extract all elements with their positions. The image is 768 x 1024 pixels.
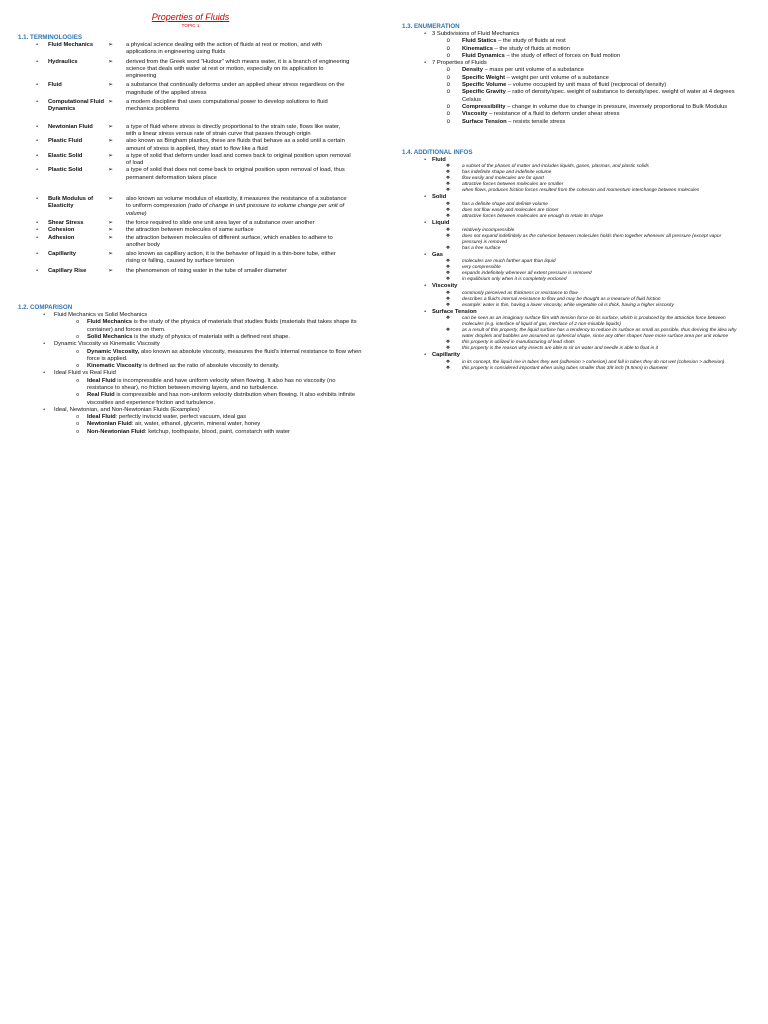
info-item-text: commonly perceived as thickness or resistance to flow: [462, 290, 578, 296]
bullet-icon: •: [36, 58, 38, 65]
term-definition: also known as Bingham plastics, these are fluids that behave as a solid until a certain amount of stress is applied, they start to flow like a fluid: [126, 138, 345, 152]
star-bullet-icon: ❖: [445, 366, 450, 372]
enumeration-group: [402, 31, 754, 38]
comparison-item-term: Dynamic Viscosity,: [87, 348, 140, 355]
star-bullet-icon: ❖: [445, 265, 450, 271]
bullet-icon: •: [424, 308, 426, 315]
comparison-item-desc: is incompressible and have uniform velocity when flowing. It also has no viscosity (no resistance to shear), no friction between moving layers, and no turbulence.: [87, 377, 336, 391]
enumeration-item-term: Surface Tension: [462, 118, 507, 125]
term-name: Plastic Fluid: [48, 138, 83, 145]
enumeration-item: [402, 75, 754, 82]
term-definition-note: (ratio of change in unit pressure to volume change per unit of volume): [126, 203, 345, 217]
comparison-item: [18, 349, 380, 364]
enumeration-item-desc: – ratio of density/spec. weight of substance to density/spec. weight of water at 4 degrees Celsius: [462, 89, 735, 103]
circle-bullet-icon: o: [76, 319, 79, 326]
info-item-text: relatively incompressible: [462, 227, 515, 233]
info-item: [402, 366, 754, 372]
comparison-item-text: [87, 334, 362, 341]
circle-bullet-icon: o: [446, 45, 450, 52]
enumeration-item-term: Fluid Statics: [462, 38, 497, 45]
info-item: [402, 316, 754, 328]
star-bullet-icon: ❖: [445, 182, 450, 188]
star-bullet-icon: ❖: [445, 245, 450, 251]
bullet-icon: •: [36, 152, 38, 159]
comparison-item-term: Ideal Fluid: [87, 377, 116, 384]
arrow-bullet-icon: ➢: [108, 123, 114, 130]
circle-bullet-icon: o: [446, 111, 450, 118]
bullet-icon: •: [43, 370, 45, 377]
term-row: [18, 167, 380, 182]
comparison-group-label: Fluid Mechanics vs Solid Mechanics: [54, 312, 148, 319]
info-item-text: does not flow easily and molecules are closer: [462, 208, 559, 214]
circle-bullet-icon: o: [76, 414, 79, 421]
info-group-label: Solid: [432, 194, 447, 201]
bullet-icon: •: [36, 219, 38, 226]
bullet-icon: •: [36, 251, 38, 258]
bullet-icon: •: [424, 31, 426, 37]
comparison-group: [18, 341, 380, 348]
comparison-item-term: Ideal Fluid: [87, 414, 116, 421]
section-heading-enumeration: 1.3. ENUMERATION: [402, 23, 460, 30]
info-group: [402, 352, 754, 360]
comparison-group-label: Dynamic Viscosity vs Kinematic Viscosity: [54, 341, 160, 348]
info-group: [402, 283, 754, 291]
enumeration-item-term: Kinematics: [462, 45, 493, 52]
info-item: [402, 328, 754, 340]
term-row: [18, 138, 380, 153]
arrow-bullet-icon: ➢: [108, 251, 114, 258]
section-heading-comparison: 1.2. COMPARISON: [18, 304, 73, 312]
enumeration-item: [402, 104, 754, 111]
bullet-icon: •: [424, 60, 426, 67]
comparison-group-label: Ideal Fluid vs Real Fluid: [54, 370, 116, 377]
comparison-group: [18, 407, 380, 414]
additional-infos-list: [402, 157, 754, 372]
comparison-item-text: [87, 363, 362, 370]
info-item-text: example: water is thin, having a lower viscosity, while vegetable oil is thick, having a higher viscosity: [462, 302, 674, 308]
info-item-text: has a definite shape and definite volume: [462, 202, 548, 208]
enumeration-item: [402, 89, 754, 104]
comparison-item-desc: is the study of the physics of materials that studies fluids (materials that takes shape its container) and forces on them.: [87, 319, 357, 333]
enumeration-item-text: [462, 119, 747, 126]
star-bullet-icon: ❖: [445, 233, 450, 239]
info-item-text: very compressible: [462, 265, 501, 271]
info-item: [402, 246, 754, 252]
term-definition: derived from the Greek word “Hudour” which means water, it is a branch of engineering science that deals with water at rest or motion, especially on its application to engineering: [126, 58, 350, 80]
enumeration-item-term: Specific Weight: [462, 74, 506, 81]
info-item-text: this property is utilized in manufacturing of lead shots: [462, 340, 575, 346]
comparison-item: [18, 363, 380, 370]
comparison-list: [18, 312, 380, 436]
comparison-item: [18, 414, 380, 421]
term-name: Bulk Modulus of Elasticity: [48, 196, 94, 210]
term-definition: the phenomenon of rising water in the tube of smaller diameter: [126, 267, 287, 274]
info-item-text: attractive forces between molecules are smaller: [462, 182, 564, 188]
comparison-item-desc: also known as absolute viscosity, measures the fluid’s internal resistance to flow when force is applied.: [87, 348, 362, 362]
comparison-item: [18, 429, 380, 436]
star-bullet-icon: ❖: [445, 290, 450, 296]
info-item-text: a subset of the phases of matter and includes liquids, gases, plasmas, and plastic solids: [462, 164, 649, 170]
comparison-item: [18, 421, 380, 428]
enumeration-item-desc: – the study of fluids at rest: [496, 38, 566, 45]
info-item-text: this property is considered important when using tubes smaller than 3/8 inch (9.5mm) in diameter: [462, 366, 668, 372]
info-item-text: when flows, produces friction forces resulted from the cohesion and momentum interchange between molecules: [462, 188, 700, 194]
comparison-item-text: [87, 429, 362, 436]
circle-bullet-icon: o: [76, 428, 79, 435]
enumeration-item-text: [462, 53, 747, 60]
term-name: Adhesion: [48, 234, 75, 241]
star-bullet-icon: ❖: [445, 328, 450, 334]
left-column: [18, 12, 380, 436]
star-bullet-icon: ❖: [445, 208, 450, 214]
info-item-text: has a free surface: [462, 245, 501, 251]
info-item-text: this property is the reason why insects are able to sit on water and needle is able to float in it: [462, 346, 658, 352]
enumeration-item: [402, 53, 754, 60]
enumeration-item-desc: – resistance of a fluid to deform under shear stress: [487, 111, 620, 118]
bullet-icon: •: [36, 267, 38, 274]
term-row: [18, 153, 380, 168]
circle-bullet-icon: o: [76, 333, 79, 340]
enumeration-item: [402, 82, 754, 89]
term-row: [18, 124, 380, 139]
term-name: Shear Stress: [48, 219, 84, 226]
info-group-label: Gas: [432, 251, 443, 258]
enumeration-item-term: Specific Volume: [462, 82, 507, 89]
comparison-item: [18, 319, 380, 334]
bullet-icon: •: [36, 42, 38, 48]
info-item: [402, 188, 754, 194]
bullet-icon: •: [424, 220, 426, 227]
info-group-label: Surface Tension: [432, 308, 477, 315]
comparison-group: [18, 370, 380, 377]
info-item-text: expands indefinitely whenever all extent pressure is removed: [462, 271, 592, 277]
star-bullet-icon: ❖: [445, 214, 450, 220]
document-title: Properties of Fluids: [151, 12, 230, 22]
arrow-bullet-icon: ➢: [108, 152, 114, 159]
comparison-group-label: Ideal, Newtonian, and Non-Newtonian Fluids (Examples): [54, 406, 200, 413]
comparison-item-desc: : air, water, ethanol, glycerin, mineral water, honey: [131, 421, 261, 428]
arrow-bullet-icon: ➢: [108, 99, 114, 106]
circle-bullet-icon: o: [446, 74, 450, 81]
term-row: [18, 235, 380, 250]
info-item: [402, 214, 754, 220]
star-bullet-icon: ❖: [445, 202, 450, 208]
enumeration-item: [402, 111, 754, 118]
enumeration-item-desc: – volume occupied by unit mass of fluid (reciprocal of density): [506, 82, 667, 89]
info-item-text: in equilibrium only when it is completely enclosed: [462, 277, 567, 283]
term-name: Hydraulics: [48, 58, 78, 65]
info-item-text: flow easily and molecules are far apart: [462, 176, 544, 182]
enumeration-item-text: [462, 89, 747, 104]
enumeration-group: [402, 60, 754, 67]
term-name: Fluid: [48, 82, 62, 89]
comparison-item-term: Real Fluid: [87, 392, 115, 399]
enumeration-item: [402, 38, 754, 45]
comparison-item-term: Non-Newtonian Fluid: [87, 428, 145, 435]
enumeration-item-text: [462, 75, 747, 82]
comparison-item-term: Newtonian Fluid: [87, 421, 132, 428]
arrow-bullet-icon: ➢: [108, 58, 114, 65]
enumeration-item-desc: – the study of fluids at motion: [492, 45, 570, 52]
enumeration-item-term: Compressibility: [462, 103, 506, 110]
enumeration-item: [402, 46, 754, 53]
enumeration-group-label: 7 Properties of Fluids: [432, 60, 487, 67]
info-item-text: describes a fluid’s internal resistance to flow and may be thought as a measure of fluid friction: [462, 296, 661, 302]
star-bullet-icon: ❖: [445, 176, 450, 182]
enumeration-item-text: [462, 38, 747, 45]
term-name: Cohesion: [48, 227, 75, 234]
enumeration-item-text: [462, 46, 747, 53]
term-row: [18, 227, 380, 234]
bullet-icon: •: [424, 156, 426, 163]
arrow-bullet-icon: ➢: [108, 42, 114, 48]
term-definition: the attraction between molecules of different surface, which enables to adhere to another body: [126, 234, 333, 248]
star-bullet-icon: ❖: [445, 271, 450, 277]
enumeration-item-desc: – mass per unit volume of a substance: [482, 67, 584, 74]
star-bullet-icon: ❖: [445, 164, 450, 170]
star-bullet-icon: ❖: [445, 340, 450, 346]
comparison-item-text: [87, 319, 362, 334]
term-row: [18, 196, 380, 218]
info-group-label: Capillarity: [432, 352, 461, 359]
star-bullet-icon: ❖: [445, 188, 450, 194]
comparison-item-term: Solid Mechanics: [87, 333, 133, 340]
enumeration-item: [402, 119, 754, 126]
term-definition: the attraction between molecules of same surface: [126, 227, 254, 234]
star-bullet-icon: ❖: [445, 346, 450, 352]
term-definition: a type of solid that does not come back to original position upon removal of load, thus permanent deformation takes place: [126, 167, 345, 181]
circle-bullet-icon: o: [446, 89, 450, 96]
bullet-icon: •: [424, 352, 426, 359]
info-item: [402, 234, 754, 246]
comparison-item-desc: : perfectly inviscid water, perfect vacuum, ideal gas: [115, 414, 247, 421]
term-row: [18, 268, 380, 275]
info-group: [402, 252, 754, 260]
info-group: [402, 220, 754, 228]
enumeration-item-text: [462, 104, 747, 111]
bullet-icon: •: [43, 312, 45, 319]
star-bullet-icon: ❖: [445, 302, 450, 308]
section-heading-terminologies: 1.1. TERMINOLOGIES: [18, 34, 82, 41]
bullet-icon: •: [36, 99, 38, 106]
term-name: Capillarity: [48, 251, 77, 258]
circle-bullet-icon: o: [76, 421, 79, 428]
bullet-icon: •: [36, 227, 38, 234]
enumeration-item-term: Fluid Dynamics: [462, 52, 505, 59]
term-definition: a substance that continually deforms under an applied shear stress regardless on the magnitude of the applied stress: [126, 82, 345, 96]
term-definition: a physical science dealing with the action of fluids at rest or motion, and with applications in engineering using fluids: [126, 42, 322, 56]
circle-bullet-icon: o: [76, 392, 79, 399]
circle-bullet-icon: o: [446, 103, 450, 110]
comparison-item-text: [87, 421, 362, 428]
comparison-item-desc: is the study of physics of materials with a defined rest shape.: [132, 333, 290, 340]
circle-bullet-icon: o: [446, 82, 450, 89]
arrow-bullet-icon: ➢: [108, 267, 114, 274]
circle-bullet-icon: o: [76, 377, 79, 384]
comparison-item-desc: is defined as the ratio of absolute viscosity to density.: [141, 363, 280, 370]
enumeration-item-desc: – the study of effect of forces on fluid motion: [504, 52, 621, 59]
arrow-bullet-icon: ➢: [108, 227, 114, 234]
term-name: Plastic Solid: [48, 167, 83, 174]
right-column: [402, 22, 754, 372]
comparison-item-text: [87, 414, 362, 421]
star-bullet-icon: ❖: [445, 296, 450, 302]
info-group: [402, 194, 754, 202]
comparison-item-term: Kinematic Viscosity: [87, 363, 142, 370]
info-item-text: attractive forces between molecules are enough to retain its shape: [462, 214, 604, 220]
term-name: Fluid Mechanics: [48, 42, 94, 48]
bullet-icon: •: [424, 194, 426, 201]
star-bullet-icon: ❖: [445, 277, 450, 283]
info-item-text: as a result of this property, the liquid surface has a tendency to reduce its surface as small as possible, thus deriving the idea why water droplets and bubbles are assumed as spherical shape, since any other shapes have more surface area per unit volume: [462, 328, 737, 340]
bullet-icon: •: [36, 234, 38, 241]
comparison-item-text: [87, 392, 362, 407]
enumeration-item-term: Density: [462, 67, 483, 74]
circle-bullet-icon: o: [76, 348, 79, 355]
enumeration-item-text: [462, 82, 747, 89]
terminology-list: [18, 42, 380, 275]
comparison-group: [18, 312, 380, 319]
arrow-bullet-icon: ➢: [108, 82, 114, 89]
info-item-text: molecules are much farther apart than liquid: [462, 259, 556, 265]
bullet-icon: •: [43, 341, 45, 348]
arrow-bullet-icon: ➢: [108, 167, 114, 174]
enumeration-item-desc: – resists tensile stress: [506, 118, 566, 125]
term-row: [18, 82, 380, 97]
info-group-label: Viscosity: [432, 283, 458, 290]
term-definition: a type of solid that deform under load and comes back to original position upon removal of load: [126, 152, 351, 167]
info-group-label: Fluid: [432, 156, 446, 163]
term-row: [18, 42, 380, 57]
section-heading-additional-infos: 1.4. ADDITIONAL INFOS: [402, 148, 473, 156]
enumeration-item-desc: – change in volume due to change in pressure, inversely proportional to Bulk Modulus: [505, 103, 728, 110]
star-bullet-icon: ❖: [445, 170, 450, 176]
circle-bullet-icon: o: [446, 118, 450, 125]
star-bullet-icon: ❖: [445, 259, 450, 265]
comparison-item-text: [87, 349, 362, 364]
enumeration-item: [402, 67, 754, 74]
term-definition: also known as volume modulus of elasticity, it measures the resistance of a substance to uniform compression (ratio of change in unit pressure to volume change per unit of volume): [126, 196, 347, 217]
info-item-text: does not expand indefinitely as the cohesion between molecules holds them together whenever all pressure (except vapor pressure) is removed: [462, 233, 722, 245]
term-definition: a modern discipline that uses computational power to develop solutions to fluid mechanics problems: [126, 99, 328, 113]
term-name: Newtonian Fluid: [48, 123, 93, 130]
comparison-item: [18, 378, 380, 393]
term-name: Capillary Rise: [48, 267, 87, 274]
comparison-item-text: [87, 378, 362, 393]
bullet-icon: •: [36, 123, 38, 130]
info-item-text: in its concept, the liquid rise in tubes they wet (adhesion > cohesion) and fall in tubes they do not wet (cohesion > adhesion): [462, 360, 725, 366]
star-bullet-icon: ❖: [445, 360, 450, 366]
star-bullet-icon: ❖: [445, 316, 450, 322]
enumeration-item-term: Specific Gravity: [462, 89, 506, 96]
bullet-icon: •: [36, 167, 38, 174]
bullet-icon: •: [424, 283, 426, 290]
bullet-icon: •: [36, 138, 38, 145]
arrow-bullet-icon: ➢: [108, 138, 114, 145]
term-row: [18, 99, 380, 114]
bullet-icon: •: [424, 251, 426, 258]
enumeration-item-text: [462, 111, 747, 118]
enumeration-item-term: Viscosity: [462, 111, 488, 118]
enumeration-group-label: 3 Subdivisions of Fluid Mechanics: [432, 31, 520, 37]
term-definition: a type of fluid where stress is directly proportional to the strain rate, flows like water, with a linear stress versus rate of strain curve that passes through origin: [126, 123, 341, 137]
circle-bullet-icon: o: [446, 67, 450, 74]
bullet-icon: •: [36, 196, 38, 203]
circle-bullet-icon: o: [446, 38, 450, 45]
star-bullet-icon: ❖: [445, 227, 450, 233]
circle-bullet-icon: o: [76, 363, 79, 370]
info-group-label: Liquid: [432, 220, 450, 227]
arrow-bullet-icon: ➢: [108, 219, 114, 226]
document-subtitle: TOPIC 1: [181, 23, 200, 28]
circle-bullet-icon: o: [446, 52, 450, 59]
comparison-item-desc: is compressible and has non-uniform velocity distribution when flowing. It also exhibits infinite viscosities and experience friction and turbulence.: [87, 392, 356, 406]
info-item-text: can be seen as an imaginary surface film with tension force on its surface, which is produced by the attraction force between molecules (e.g. interface of liquid of gas, interface of 2 non-mixable liquids): [462, 316, 726, 328]
comparison-item-desc: : ketchup, toothpaste, blood, paint, cornstarch with water: [144, 428, 290, 435]
bullet-icon: •: [43, 406, 45, 413]
bullet-icon: •: [36, 82, 38, 89]
term-row: [18, 220, 380, 227]
term-definition: also known as capillary action, it is the behavior of liquid in a thin-bore tube, either rising or falling, caused by surface tension: [126, 251, 336, 265]
term-name: Elastic Solid: [48, 152, 83, 159]
comparison-item-term: Fluid Mechanics: [87, 319, 133, 326]
arrow-bullet-icon: ➢: [108, 234, 114, 241]
arrow-bullet-icon: ➢: [108, 196, 114, 203]
enumeration-list: [402, 31, 754, 126]
enumeration-item-text: [462, 67, 747, 74]
term-definition: the force required to slide one unit area layer of a substance over another: [126, 219, 315, 226]
comparison-item: [18, 334, 380, 341]
comparison-item: [18, 392, 380, 407]
term-row: [18, 59, 380, 81]
term-row: [18, 251, 380, 266]
enumeration-item-desc: – weight per unit volume of a substance: [505, 74, 609, 81]
term-name: Computational Fluid Dynamics: [48, 99, 105, 113]
info-item-text: has indefinite shape and indefinite volume: [462, 170, 552, 176]
